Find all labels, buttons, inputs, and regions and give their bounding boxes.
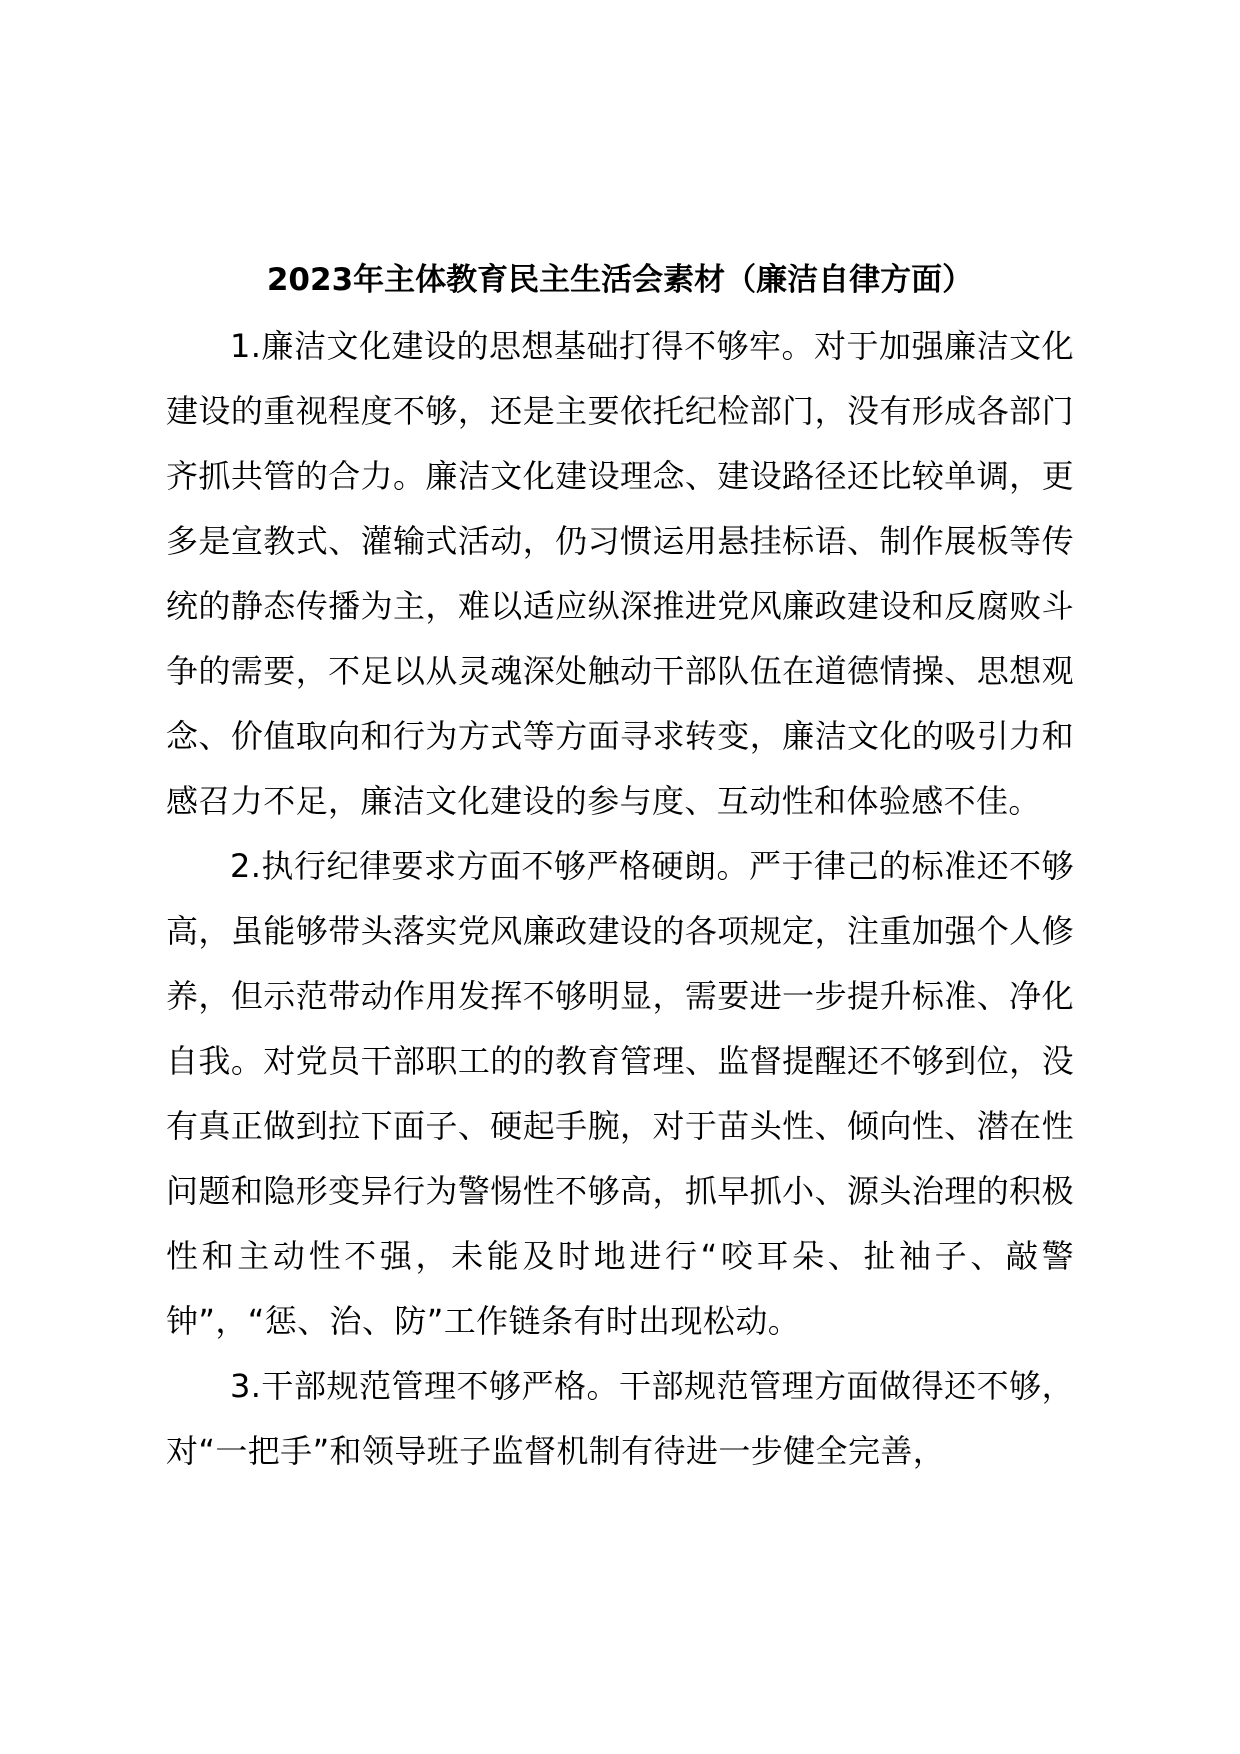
paragraph-1: 1.廉洁文化建设的思想基础打得不够牢。对于加强廉洁文化建设的重视程度不够，还是主要依托纪检部门，没有形成各部门齐抓共管的合力。廉洁文化建设理念、建设路径还比较单调，更多是宣教式、灌输式活动，仍习惯运用悬挂标语、制作展板等传统的静态传播为主，难以适应纵深推进党风廉政建设和反腐败斗争的需要，不足以从灵魂深处触动干部队伍在道德情操、思想观念、价值取向和行为方式等方面寻求转变，廉洁文化的吸引力和感召力不足，廉洁文化建设的参与度、互动性和体验感不佳。 [166,327,1074,820]
document-title: 2023年主体教育民主生活会素材（廉洁自律方面） [266,262,974,298]
paragraph-3: 3.干部规范管理不够严格。干部规范管理方面做得还不够，对“一把手”和领导班子监督机制有待进一步健全完善， [166,1367,1074,1470]
document-body [166,314,1074,1484]
paragraph-2: 2.执行纪律要求方面不够严格硬朗。严于律己的标准还不够高，虽能够带头落实党风廉政建设的各项规定，注重加强个人修养，但示范带动作用发挥不够明显，需要进一步提升标准、净化自我。对党员干部职工的的教育管理、监督提醒还不够到位，没有真正做到拉下面子、硬起手腕，对于苗头性、倾向性、潜在性问题和隐形变异行为警惕性不够高，抓早抓小、源头治理的积极性和主动性不强，未能及时地进行“咬耳朵、扯袖子、敲警钟”，“惩、治、防”工作链条有时出现松动。 [166,847,1074,1340]
